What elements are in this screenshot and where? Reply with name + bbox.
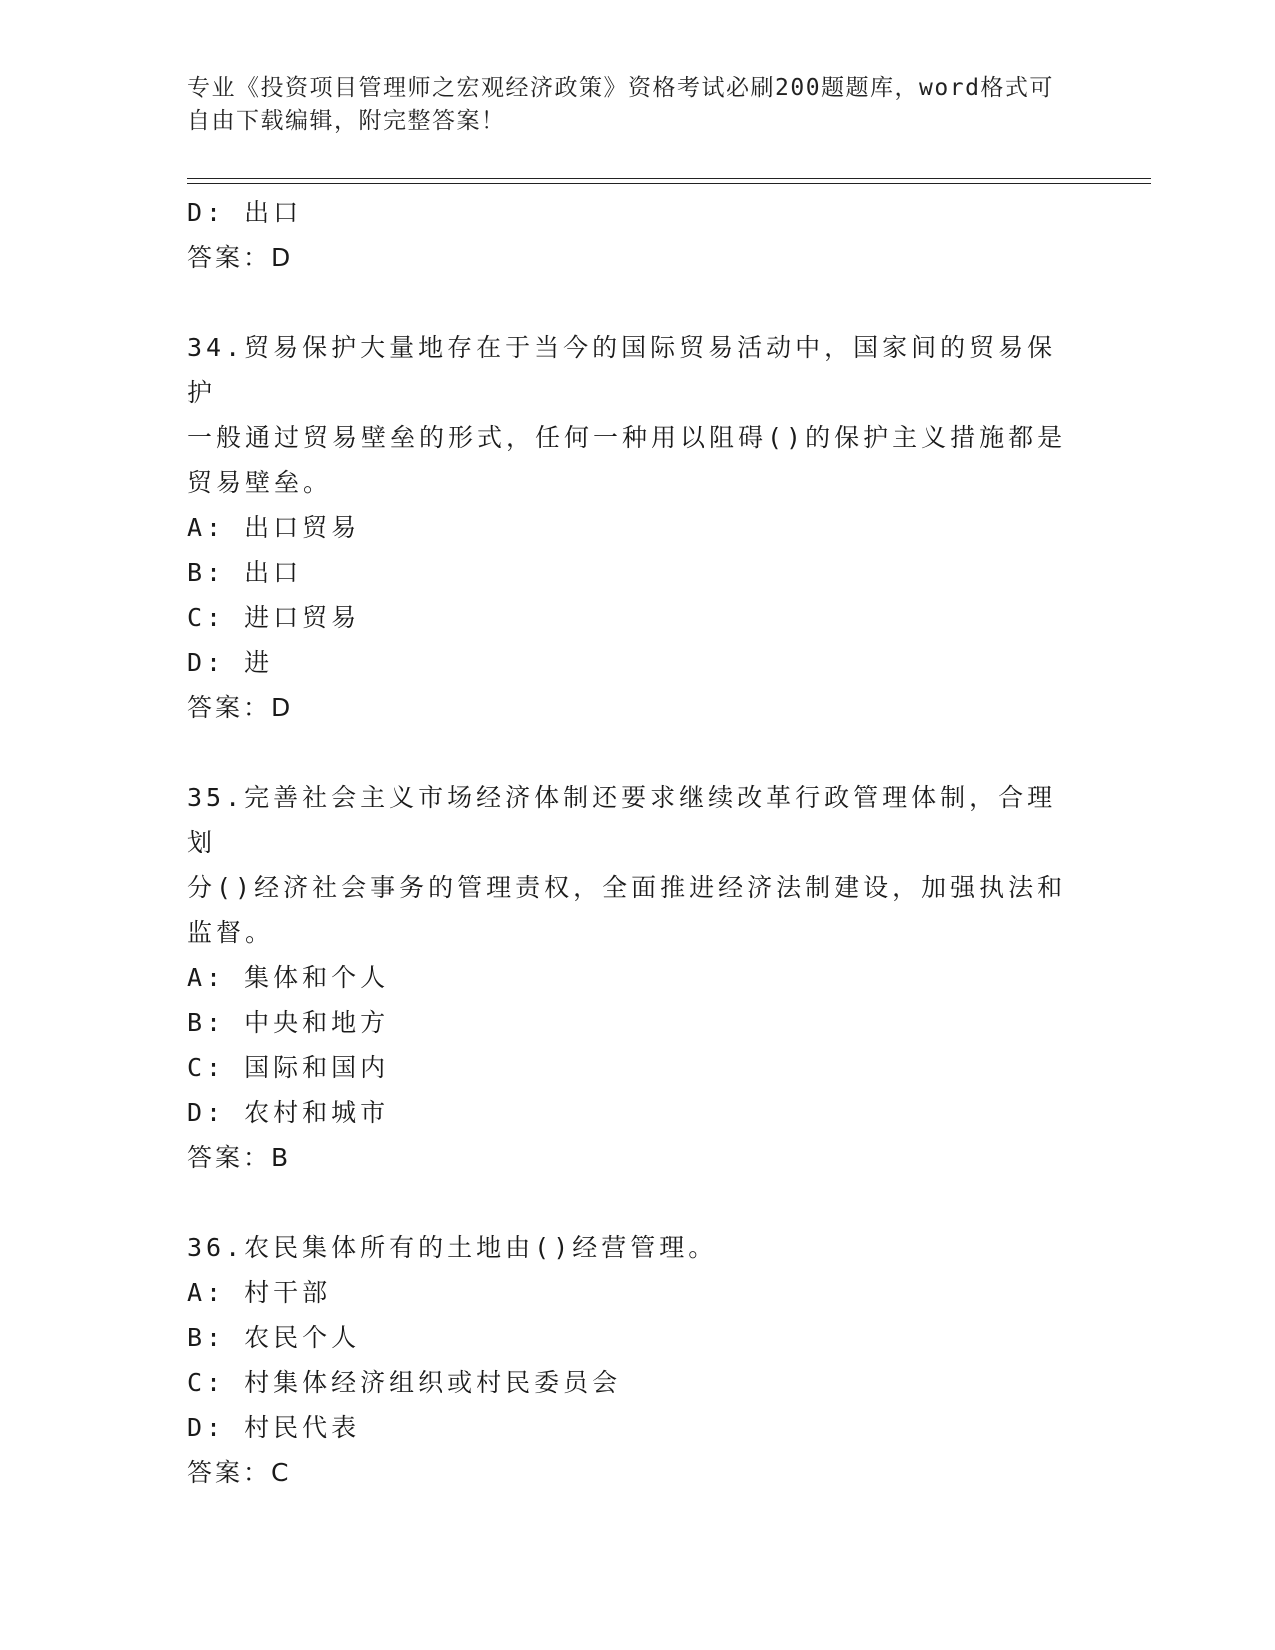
header-divider-top [187, 178, 1151, 179]
spacer [187, 1180, 1087, 1225]
stem-line: 贸易壁垒。 [187, 468, 333, 497]
stem-line: 36.农民集体所有的土地由()经营管理。 [187, 1233, 718, 1262]
question-stem [187, 1225, 1067, 1270]
stem-line: 一般通过贸易壁垒的形式，任何一种用以阻碍()的保护主义措施都是 [187, 423, 1067, 452]
spacer [187, 730, 1087, 775]
previous-question-tail [187, 190, 1087, 280]
answer-line: 答案：C [187, 1458, 292, 1487]
header-line-1: 专业《投资项目管理师之宏观经济政策》资格考试必刷200题题库，word格式可 [187, 75, 1054, 101]
option-c: C: 国际和国内 [187, 1053, 390, 1082]
option-a: A: 村干部 [187, 1278, 332, 1307]
question-36 [187, 1225, 1087, 1495]
answer-line: 答案：D [187, 243, 294, 272]
option-b: B: 中央和地方 [187, 1008, 390, 1037]
answer-line: 答案：D [187, 693, 294, 722]
spacer [187, 280, 1087, 325]
option-d: D: 农村和城市 [187, 1098, 390, 1127]
option-a: A: 出口贸易 [187, 513, 361, 542]
option-c: C: 村集体经济组织或村民委员会 [187, 1368, 622, 1397]
header-line-2: 自由下载编辑，附完整答案！ [187, 108, 506, 134]
option-d: D: 出口 [187, 198, 303, 227]
stem-line: 35.完善社会主义市场经济体制还要求继续改革行政管理体制，合理划 [187, 783, 1057, 857]
option-a: A: 集体和个人 [187, 963, 390, 992]
option-b: B: 农民个人 [187, 1323, 361, 1352]
option-d: D: 进 [187, 648, 274, 677]
option-c: C: 进口贸易 [187, 603, 361, 632]
question-34 [187, 325, 1087, 730]
option-b: B: 出口 [187, 558, 303, 587]
header-divider-bottom [187, 183, 1151, 184]
stem-line: 监督。 [187, 918, 275, 947]
question-stem [187, 325, 1067, 505]
document-body [187, 190, 1087, 1495]
stem-line: 34.贸易保护大量地存在于当今的国际贸易活动中，国家间的贸易保护 [187, 333, 1057, 407]
option-d: D: 村民代表 [187, 1413, 361, 1442]
question-stem [187, 775, 1067, 955]
question-35 [187, 775, 1087, 1180]
stem-line: 分()经济社会事务的管理责权，全面推进经济法制建设，加强执法和 [187, 873, 1067, 902]
document-header [187, 72, 1067, 138]
answer-line: 答案：B [187, 1143, 292, 1172]
